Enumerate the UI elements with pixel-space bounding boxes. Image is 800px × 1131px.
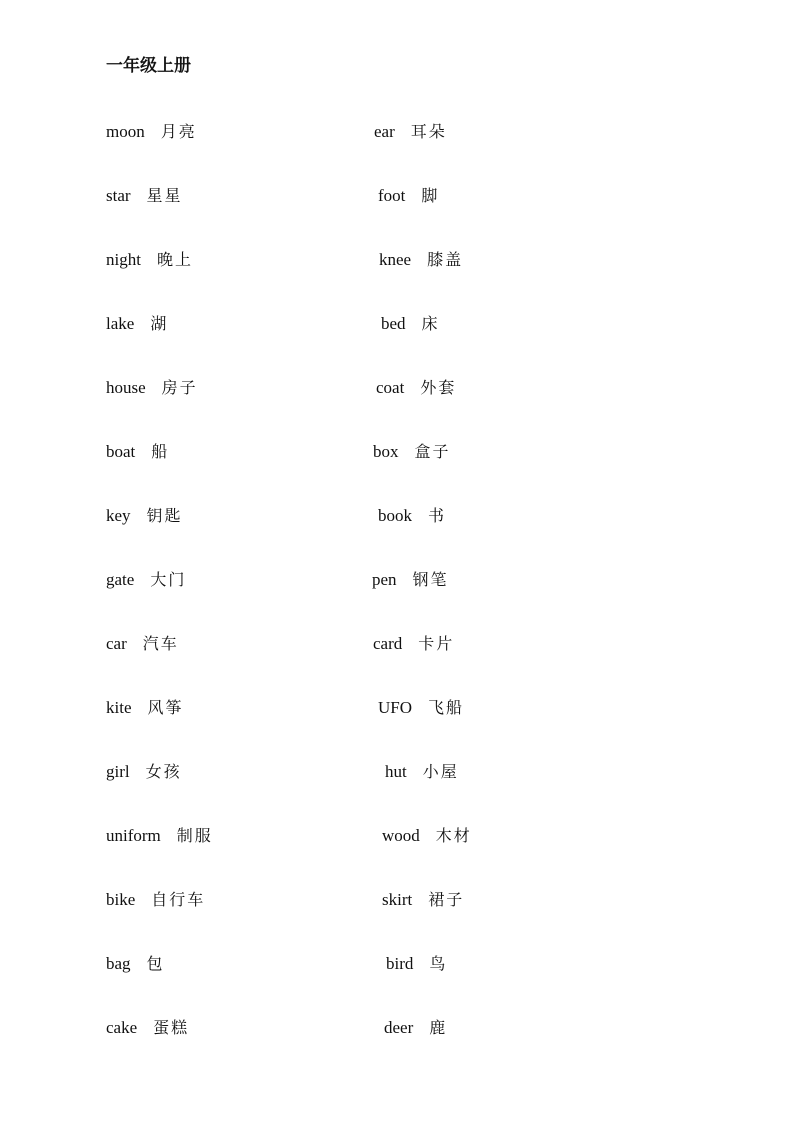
vocabulary-entry-left (106, 310, 168, 338)
english-word: car (106, 634, 127, 653)
vocabulary-entry-left (106, 758, 182, 786)
chinese-meaning: 外套 (420, 378, 457, 397)
english-word: coat (376, 378, 405, 397)
chinese-meaning: 鹿 (429, 1018, 448, 1037)
chinese-meaning: 钢笔 (412, 570, 449, 589)
vocabulary-entry-right (386, 950, 447, 978)
english-word: bag (106, 954, 131, 973)
vocabulary-entry-left (106, 630, 179, 658)
vocabulary-list (0, 118, 800, 1078)
vocabulary-entry-right (378, 502, 446, 530)
english-word: cake (106, 1018, 138, 1037)
vocabulary-entry-right (385, 758, 459, 786)
english-word: book (378, 506, 412, 525)
chinese-meaning: 飞船 (428, 698, 465, 717)
vocabulary-entry-left (106, 374, 198, 402)
english-word: moon (106, 122, 145, 141)
vocabulary-row (0, 438, 800, 502)
chinese-meaning: 鸟 (429, 954, 448, 973)
english-word: knee (379, 250, 412, 269)
chinese-meaning: 脚 (421, 186, 440, 205)
chinese-meaning: 小屋 (422, 762, 459, 781)
english-word: hut (385, 762, 407, 781)
vocabulary-entry-left (106, 694, 184, 722)
chinese-meaning: 裙子 (428, 890, 465, 909)
vocabulary-entry-left (106, 118, 197, 146)
vocabulary-row (0, 118, 800, 182)
chinese-meaning: 盒子 (414, 442, 451, 461)
vocabulary-row (0, 886, 800, 950)
chinese-meaning: 床 (421, 314, 440, 333)
english-word: foot (378, 186, 406, 205)
english-word: wood (382, 826, 420, 845)
vocabulary-entry-right (373, 630, 454, 658)
english-word: box (373, 442, 399, 461)
chinese-meaning: 女孩 (145, 762, 182, 781)
chinese-meaning: 木材 (435, 826, 472, 845)
english-word: bike (106, 890, 136, 909)
page-title: 一年级上册 (106, 56, 191, 76)
english-word: house (106, 378, 146, 397)
chinese-meaning: 耳朵 (410, 122, 447, 141)
vocabulary-row (0, 374, 800, 438)
vocabulary-entry-left (106, 182, 183, 210)
english-word: deer (384, 1018, 414, 1037)
chinese-meaning: 卡片 (418, 634, 455, 653)
chinese-meaning: 风筝 (147, 698, 184, 717)
english-word: kite (106, 698, 132, 717)
vocabulary-entry-right (381, 310, 440, 338)
vocabulary-entry-right (373, 438, 451, 466)
vocabulary-row (0, 310, 800, 374)
chinese-meaning: 书 (428, 506, 447, 525)
vocabulary-row (0, 566, 800, 630)
chinese-meaning: 制服 (176, 826, 213, 845)
english-word: night (106, 250, 141, 269)
chinese-meaning: 星星 (146, 186, 183, 205)
vocabulary-entry-right (384, 1014, 447, 1042)
vocabulary-entry-left (106, 950, 165, 978)
vocabulary-entry-right (376, 374, 456, 402)
vocabulary-entry-left (106, 438, 169, 466)
english-word: girl (106, 762, 130, 781)
chinese-meaning: 蛋糕 (153, 1018, 190, 1037)
vocabulary-row (0, 246, 800, 310)
vocabulary-entry-left (106, 566, 186, 594)
chinese-meaning: 膝盖 (427, 250, 464, 269)
vocabulary-row (0, 502, 800, 566)
english-word: lake (106, 314, 135, 333)
vocabulary-entry-right (378, 694, 464, 722)
vocabulary-entry-left (106, 1014, 189, 1042)
english-word: card (373, 634, 403, 653)
english-word: bed (381, 314, 406, 333)
english-word: star (106, 186, 131, 205)
english-word: skirt (382, 890, 413, 909)
chinese-meaning: 房子 (161, 378, 198, 397)
vocabulary-entry-left (106, 886, 205, 914)
vocabulary-entry-right (382, 886, 464, 914)
vocabulary-row (0, 630, 800, 694)
vocabulary-entry-left (106, 502, 183, 530)
chinese-meaning: 大门 (150, 570, 187, 589)
vocabulary-entry-right (378, 182, 439, 210)
chinese-meaning: 晚上 (156, 250, 193, 269)
chinese-meaning: 湖 (150, 314, 169, 333)
chinese-meaning: 船 (151, 442, 170, 461)
vocabulary-row (0, 182, 800, 246)
vocabulary-entry-right (374, 118, 447, 146)
chinese-meaning: 汽车 (142, 634, 179, 653)
vocabulary-row (0, 950, 800, 1014)
english-word: UFO (378, 698, 413, 717)
english-word: gate (106, 570, 135, 589)
english-word: pen (372, 570, 397, 589)
vocabulary-entry-left (106, 822, 213, 850)
chinese-meaning: 钥匙 (146, 506, 183, 525)
english-word: key (106, 506, 131, 525)
english-word: bird (386, 954, 414, 973)
vocabulary-entry-right (372, 566, 449, 594)
vocabulary-row (0, 694, 800, 758)
vocabulary-row (0, 822, 800, 886)
english-word: ear (374, 122, 395, 141)
english-word: boat (106, 442, 136, 461)
chinese-meaning: 自行车 (151, 890, 206, 909)
vocabulary-row (0, 758, 800, 822)
chinese-meaning: 包 (146, 954, 165, 973)
vocabulary-entry-right (382, 822, 472, 850)
vocabulary-entry-right (379, 246, 463, 274)
english-word: uniform (106, 826, 161, 845)
vocabulary-row (0, 1014, 800, 1078)
chinese-meaning: 月亮 (160, 122, 197, 141)
vocabulary-entry-left (106, 246, 193, 274)
